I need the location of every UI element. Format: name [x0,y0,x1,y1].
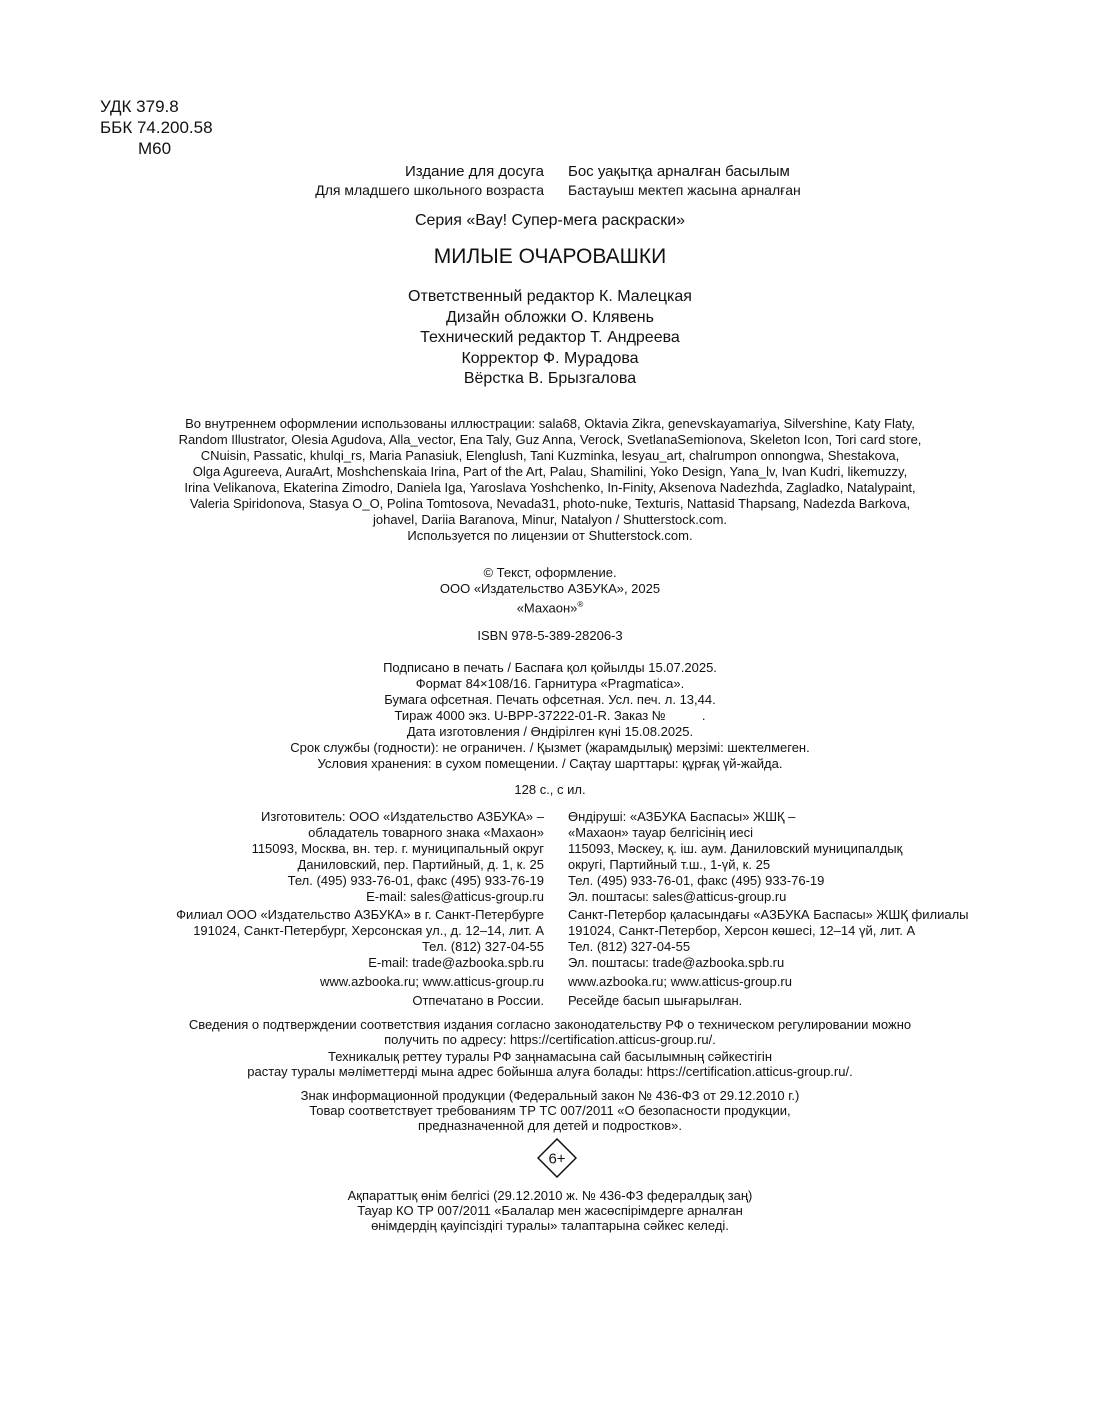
manufacturer-kz-line: 115093, Мәскеу, қ. іш. аум. Даниловский муниципалдық [568,841,903,856]
certification-kz-line: Техникалық реттеу туралы РФ заңнамасына сай басылымның сәйкестігін [327,1049,772,1064]
info-sign-kz [0,1188,1100,1233]
copyright-line: © Текст, оформление. [483,565,617,580]
credit-tech-editor: Технический редактор Т. Андреева [420,329,680,346]
credit-editor: Ответственный редактор К. Малецкая [408,288,692,305]
info-sign-ru-line: предназначенной для детей и подростков». [418,1118,682,1133]
illustration-credits [0,416,1100,544]
udk-code: УДК 379.8 [100,97,179,116]
illustration-line: johavel, Dariia Baranova, Minur, Natalyon / Shutterstock.com. [372,512,728,527]
manufacturer-ru-line: Тел. (495) 933-76-01, факс (495) 933-76-19 [287,873,544,888]
page-count: 128 с., с ил. [514,782,586,797]
printed-in-ru: Отпечатано в России. [412,993,544,1008]
info-sign-kz-line: Тауар КО ТР 007/2011 «Балалар мен жасөспірімдерге арналған [357,1203,743,1218]
branch-ru-line: Тел. (812) 327-04-55 [421,939,544,954]
branch-kz-line: Санкт-Петербор қаласындағы «АЗБУКА Баспасы» ЖШҚ филиалы [568,907,969,922]
age-rating-badge [537,1138,577,1178]
branch-kz-line: 191024, Санкт-Петербор, Херсон көшесі, 12–14 үй, лит. А [568,923,916,938]
manufacturer-kz-line: Тел. (495) 933-76-01, факс (495) 933-76-19 [568,873,825,888]
certification-kz [0,1049,1100,1079]
info-sign-ru [0,1088,1100,1133]
info-sign-ru-line: Товар соответствует требованиям ТР ТС 007/2011 «О безопасности продукции, [309,1103,791,1118]
illustration-line: Во внутреннем оформлении использованы иллюстрации: sala68, Oktavia Zikra, genevskayamariya, Silvershine, Katy Flaty, [185,416,915,431]
website-links-kz: www.azbooka.ru; www.atticus-group.ru [568,974,792,989]
author-mark: М60 [138,139,172,158]
print-info-line: Срок службы (годности): не ограничен. / Қызмет (жарамдылық) мерзімі: шектелмеген. [290,740,810,755]
print-info-line: Подписано в печать / Баспаға қол қойылды 15.07.2025. [383,660,717,675]
website-links-ru: www.azbooka.ru; www.atticus-group.ru [320,974,544,989]
print-info [0,660,1100,772]
credits [0,287,1100,390]
manufacturer-kz-line: «Махаон» тауар белгісінің иесі [568,825,754,840]
credit-proofreader: Корректор Ф. Мурадова [461,349,639,367]
info-sign-kz-line: Ақпараттық өнім белгісі (29.12.2010 ж. № 436-ФЗ федералдық заң) [347,1188,753,1203]
brand-name: «Махаон» [516,600,578,616]
branch-kz-line: Тел. (812) 327-04-55 [568,939,691,954]
age-rating-text: 6+ [548,1150,566,1168]
certification-kz-line: растау туралы мәліметтерді мына адрес бойынша алуға болады: https://certification.atticus-group.ru/. [247,1064,853,1079]
certification-ru [0,1017,1100,1047]
certification-ru-line: Сведения о подтверждении соответствия издания согласно законодательству РФ о техническом регулировании можно [188,1017,912,1032]
branch-ru-line: Филиал ООО «Издательство АЗБУКА» в г. Санкт-Петербурге [176,907,544,922]
print-info-line: Тираж 4000 экз. U-BPP-37222-01-R. Заказ № . [394,708,706,723]
isbn: ISBN 978-5-389-28206-3 [477,628,623,643]
print-info-line: Бумага офсетная. Печать офсетная. Усл. печ. л. 13,44. [384,692,716,707]
registered-mark: ® [577,600,584,609]
bbk-code: ББК 74.200.58 [100,118,213,137]
info-sign-ru-line: Знак информационной продукции (Федеральный закон № 436-ФЗ от 29.12.2010 г.) [300,1088,800,1103]
illustration-line: Olga Agureeva, AuraArt, Moshchenskaia Irina, Part of the Art, Palau, Shamilini, Yoko Design, Yana_lv, Ivan Kudri, likemuzzy, [192,464,908,479]
credit-layout: Вёрстка В. Брызгалова [463,370,637,387]
print-info-line: Дата изготовления / Өндірілген күні 15.08.2025. [406,724,694,739]
credit-cover-design: Дизайн обложки О. Клявень [446,308,654,326]
edition-left-1: Издание для досуга [405,163,544,180]
branch-kz-line: Эл. поштасы: trade@azbooka.spb.ru [568,955,785,970]
edition-right-1: Бос уақытқа арналған басылым [568,163,790,180]
manufacturer-ru-line: E-mail: sales@atticus-group.ru [366,889,544,904]
license-note: Используется по лицензии от Shutterstock.com. [407,528,693,543]
branch-ru-line: E-mail: trade@azbooka.spb.ru [368,955,544,970]
manufacturer-ru-line: Изготовитель: ООО «Издательство АЗБУКА» – [260,809,544,824]
copyright-line: ООО «Издательство АЗБУКА», 2025 [439,581,661,596]
manufacturer-kz-line: Эл. поштасы: sales@atticus-group.ru [568,889,787,904]
printed-in-kz: Ресейде басып шығарылған. [568,993,743,1008]
info-sign-kz-line: өнімдердің қауіпсіздігі туралы» талаптарына сәйкес келеді. [371,1218,729,1233]
series-name: Серия «Вау! Супер-мега раскраски» [414,212,686,229]
manufacturer-kz-line: Өндіруші: «АЗБУКА Баспасы» ЖШҚ – [568,809,796,824]
illustration-line: Valeria Spiridonova, Stasya O_O, Polina Tomtosova, Nevada31, photo-nuke, Texturis, Nattasid Thapsang, Nadezda Barkova, [189,496,911,511]
branch-ru-line: 191024, Санкт-Петербург, Херсонская ул., д. 12–14, лит. А [193,923,544,938]
edition-right-2: Бастауыш мектеп жасына арналған [568,182,801,198]
copyright-brand [0,597,1100,616]
edition-left-2: Для младшего школьного возраста [315,182,544,198]
illustration-line: Random Illustrator, Olesia Agudova, Alla_vector, Ena Taly, Guz Anna, Verock, SvetlanaSemionova, Skeleton Icon, Tori card store, [178,432,922,447]
library-classification [100,96,213,159]
manufacturer-ru-line: 115093, Москва, вн. тер. г. муниципальный округ [251,841,544,856]
illustration-line: CNuisin, Passatic, khulqi_rs, Maria Panasiuk, Elenglush, Tani Kuzminka, lesyau_art, chalrumpon onnongwa, Shestakova, [200,448,900,463]
certification-ru-line: получить по адресу: https://certification.atticus-group.ru/. [384,1032,716,1047]
book-title: МИЛЫЕ ОЧАРОВАШКИ [433,245,667,268]
illustration-line: Irina Velikanova, Ekaterina Zimodro, Daniela Iga, Yaroslava Yoshchenko, In-Finity, Aksenova Nadezhda, Zagladko, Natalypaint, [184,480,916,495]
manufacturer-ru-line: Даниловский, пер. Партийный, д. 1, к. 25 [297,857,544,872]
manufacturer-kz-line: округі, Партийный т.ш., 1-үй, к. 25 [568,857,771,872]
print-info-line: Условия хранения: в сухом помещении. / Сақтау шарттары: құрғақ үй-жайда. [317,756,783,771]
manufacturer-ru-line: обладатель товарного знака «Махаон» [308,825,544,840]
copyright-block [0,565,1100,616]
print-info-line: Формат 84×108/16. Гарнитура «Pragmatica». [415,676,685,691]
